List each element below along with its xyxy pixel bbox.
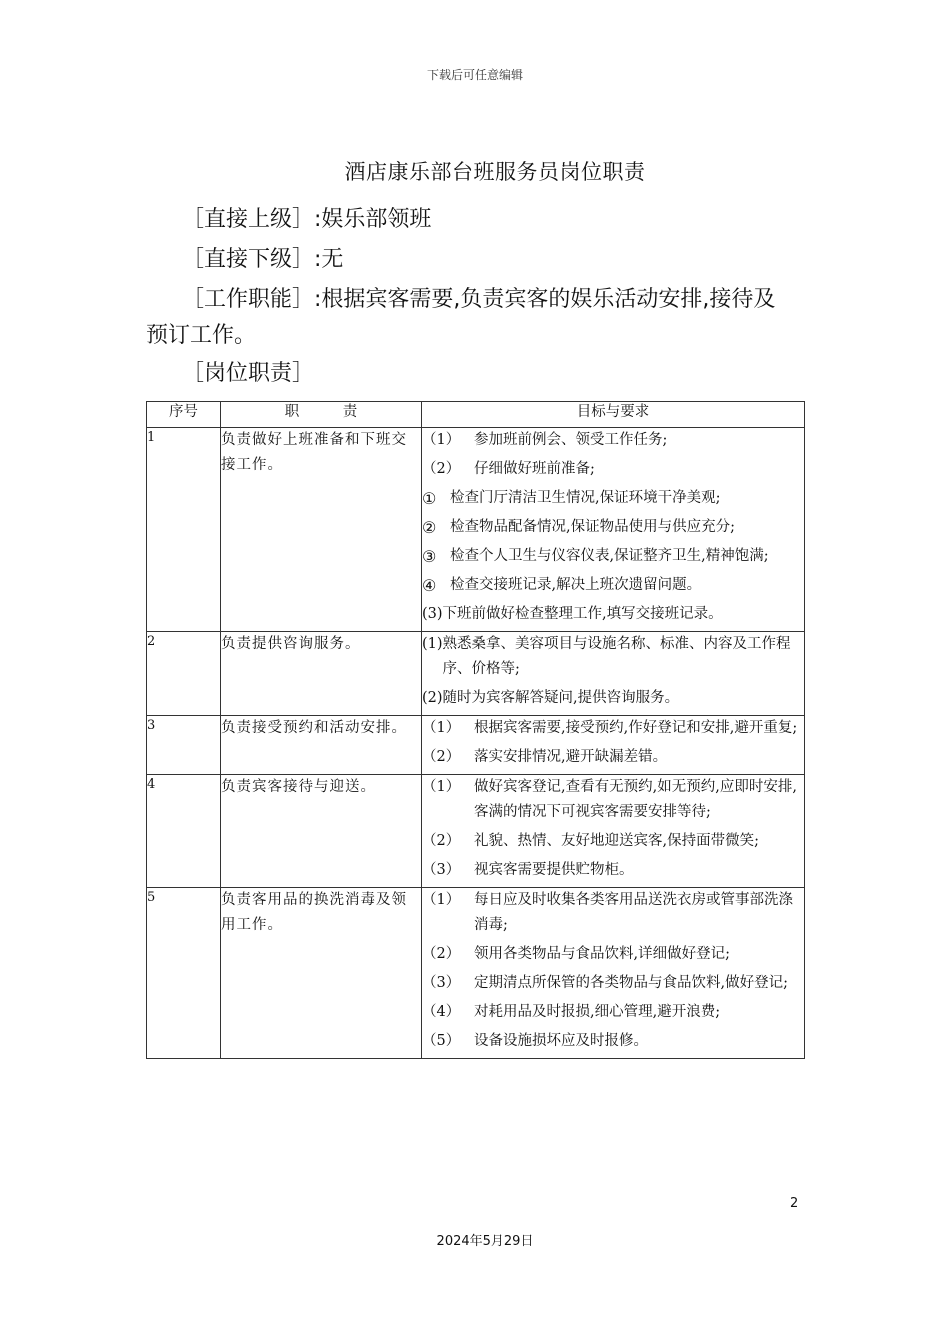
requirement-item [422, 942, 804, 967]
direct-superior-line [146, 202, 816, 238]
page-number: 2 [790, 1196, 799, 1211]
requirement-text: 仔细做好班前准备; [474, 461, 595, 477]
requirement-text: 根据宾客需要,接受预约,作好登记和安排,避开重复; [474, 720, 798, 736]
requirement-label: （2） [422, 833, 461, 849]
work-function-line-2: 预订工作。 [146, 323, 257, 348]
requirement-item [422, 544, 804, 569]
requirement-item [422, 858, 804, 883]
footer-date: 2024年5月29日 [436, 1234, 534, 1249]
requirement-text: 做好宾客登记,查看有无预约,如无预约,应即时安排,客满的情况下可视宾客需要安排等待; [474, 779, 797, 820]
requirement-label: （3） [422, 975, 461, 991]
requirement-text: 对耗用品及时报损,细心管理,避开浪费; [474, 1004, 721, 1020]
requirement-text: 检查个人卫生与仪容仪表,保证整齐卫生,精神饱满; [450, 548, 769, 564]
requirement-label: ① [422, 489, 437, 508]
requirement-label: （2） [422, 946, 461, 962]
requirement-label: （2） [422, 749, 461, 765]
requirement-item [422, 457, 804, 482]
row-responsibility: 负责做好上班准备和下班交接工作。 [221, 428, 422, 632]
requirement-label: （5） [422, 1033, 461, 1049]
requirement-label: ② [422, 518, 437, 537]
requirement-label: ③ [422, 547, 437, 566]
requirement-label: （1） [422, 779, 461, 795]
requirement-label: ④ [422, 576, 437, 595]
row-responsibility: 负责提供咨询服务。 [221, 632, 422, 716]
requirement-text: 参加班前例会、领受工作任务; [474, 432, 668, 448]
requirement-label: （1） [422, 892, 461, 908]
duty-table-body [147, 428, 805, 1059]
requirement-label: (1) [422, 636, 443, 652]
duty-table-header-row [147, 402, 805, 428]
requirement-text: 下班前做好检查整理工作,填写交接班记录。 [442, 606, 723, 622]
requirement-item [422, 573, 804, 598]
requirement-label: (2) [422, 690, 443, 706]
requirement-item [422, 515, 804, 540]
requirement-text: 检查门厅清洁卫生情况,保证环境干净美观; [450, 490, 721, 506]
duty-table [146, 401, 805, 1059]
requirement-text: 视宾客需要提供贮物柜。 [474, 862, 634, 878]
requirement-item [422, 602, 804, 627]
row-responsibility: 负责宾客接待与迎送。 [221, 775, 422, 888]
requirement-label: （4） [422, 1004, 461, 1020]
row-requirements [422, 428, 805, 632]
table-row [147, 888, 805, 1059]
requirement-item [422, 632, 804, 682]
header-responsibility: 职 责 [221, 402, 422, 428]
requirement-text: 礼貌、热情、友好地迎送宾客,保持面带微笑; [474, 833, 759, 849]
table-row [147, 775, 805, 888]
duty-heading-line [146, 356, 816, 392]
requirement-text: 熟悉桑拿、美容项目与设施名称、标准、内容及工作程序、价格等; [442, 636, 791, 677]
requirement-text: 随时为宾客解答疑问,提供咨询服务。 [442, 690, 680, 706]
row-number: 4 [147, 775, 221, 888]
requirement-text: 每日应及时收集各类客用品送洗衣房或管事部洗涤消毒; [474, 892, 793, 933]
row-requirements [422, 632, 805, 716]
table-row [147, 716, 805, 775]
requirement-label: (3) [422, 606, 443, 622]
requirement-text: 落实安排情况,避开缺漏差错。 [474, 749, 668, 765]
requirement-item [422, 686, 804, 711]
table-row [147, 428, 805, 632]
requirement-item [422, 888, 804, 938]
header-seq: 序号 [147, 402, 221, 428]
requirement-text: 设备设施损坏应及时报修。 [474, 1033, 648, 1049]
header-note: 下载后可任意编辑 [426, 68, 523, 82]
requirement-item [422, 428, 804, 453]
row-requirements [422, 775, 805, 888]
row-number: 2 [147, 632, 221, 716]
direct-superior-text: ［直接上级］:娱乐部领班 [182, 207, 432, 232]
requirement-item [422, 971, 804, 996]
header-requirements: 目标与要求 [422, 402, 805, 428]
requirement-text: 检查物品配备情况,保证物品使用与供应充分; [450, 519, 735, 535]
row-number: 5 [147, 888, 221, 1059]
work-function-paragraph [146, 282, 816, 354]
requirement-text: 检查交接班记录,解决上班次遗留问题。 [450, 577, 702, 593]
row-number: 3 [147, 716, 221, 775]
requirement-text: 领用各类物品与食品饮料,详细做好登记; [474, 946, 730, 962]
requirement-label: （2） [422, 461, 461, 477]
requirement-item [422, 745, 804, 770]
requirement-item [422, 775, 804, 825]
requirement-label: （3） [422, 862, 461, 878]
work-function-line-1: ［工作职能］:根据宾客需要,负责宾客的娱乐活动安排,接待及 [182, 287, 776, 312]
requirement-item [422, 486, 804, 511]
requirement-item [422, 1029, 804, 1054]
requirement-item [422, 1000, 804, 1025]
row-requirements [422, 888, 805, 1059]
table-row [147, 632, 805, 716]
requirement-label: （1） [422, 720, 461, 736]
direct-subordinate-text: ［直接下级］:无 [182, 247, 344, 272]
row-responsibility: 负责接受预约和活动安排。 [221, 716, 422, 775]
direct-subordinate-line [146, 242, 816, 278]
requirement-item [422, 829, 804, 854]
requirement-text: 定期清点所保管的各类物品与食品饮料,做好登记; [474, 975, 788, 991]
row-responsibility: 负责客用品的换洗消毒及领用工作。 [221, 888, 422, 1059]
requirement-item [422, 716, 804, 741]
duty-heading-text: ［岗位职责］ [182, 361, 315, 386]
row-requirements [422, 716, 805, 775]
row-number: 1 [147, 428, 221, 632]
document-title: 酒店康乐部台班服务员岗位职责 [344, 160, 646, 184]
requirement-label: （1） [422, 432, 461, 448]
